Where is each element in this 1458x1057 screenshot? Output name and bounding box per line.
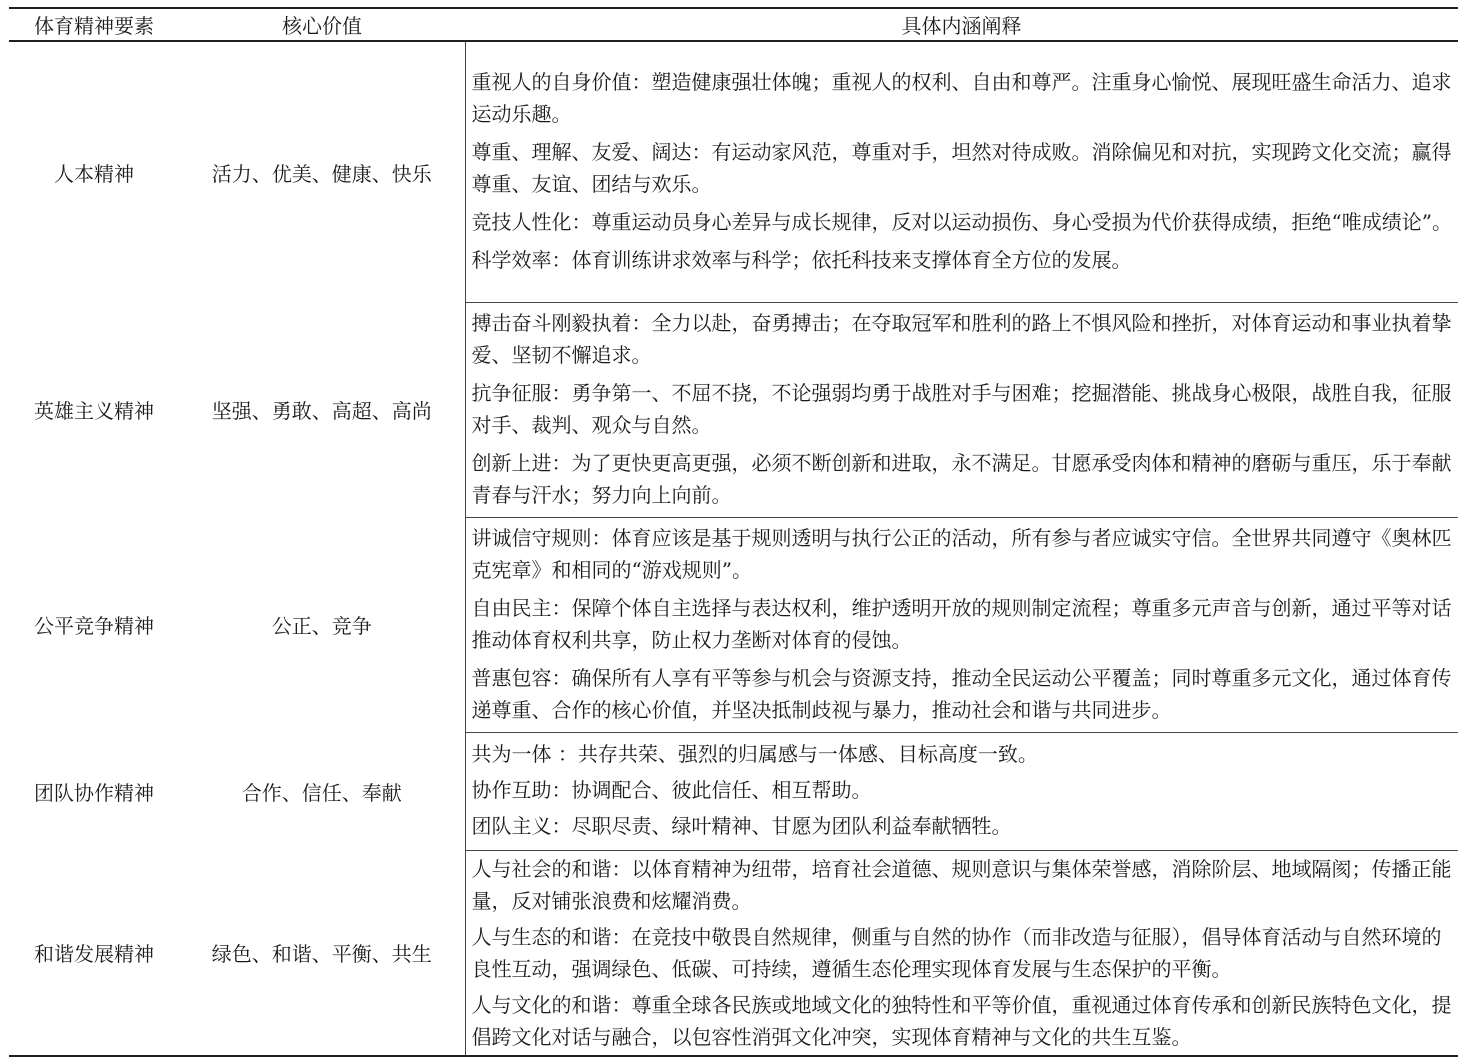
explanation-paragraph: 人与文化的和谐：尊重全球各民族或地域文化的独特性和平等价值，重视通过体育传承和创新民族特色文化，提倡跨文化对话与融合，以包容性消弭文化冲突，实现体育精神与文化的共生互鉴。 <box>471 992 1452 1049</box>
header-core-value: 核心价值 <box>179 8 465 41</box>
table-row <box>9 732 1458 850</box>
explanation-paragraph: 竞技人性化：尊重运动员身心差异与成长规律，反对以运动损伤、身心受损为代价获得成绩，拒绝“唯成绩论”。 <box>471 209 1452 234</box>
explanation-paragraph: 重视人的自身价值：塑造健康强壮体魄；重视人的权利、自由和尊严。注重身心愉悦、展现旺盛生命活力、追求运动乐趣。 <box>471 69 1452 126</box>
explanation-paragraph: 搏击奋斗刚毅执着：全力以赴，奋勇搏击；在夺取冠军和胜利的路上不惧风险和挫折，对体育运动和事业执着挚爱、坚韧不懈追求。 <box>471 310 1452 367</box>
row-explanation <box>465 517 1458 732</box>
explanation-paragraph: 共为一体 ：共存共荣、强烈的归属感与一体感、目标高度一致。 <box>471 742 1038 766</box>
row-explanation <box>465 302 1458 517</box>
explanation-paragraph: 自由民主：保障个体自主选择与表达权利，维护透明开放的规则制定流程；尊重多元声音与创新，通过平等对话推动体育权利共享，防止权力垄断对体育的侵蚀。 <box>471 595 1452 652</box>
row-explanation <box>465 850 1458 1056</box>
row-core-value: 公正、竞争 <box>271 614 372 638</box>
row-element: 英雄主义精神 <box>34 399 154 423</box>
sports-spirit-table <box>9 7 1458 1057</box>
explanation-paragraph: 人与社会的和谐：以体育精神为纽带，培育社会道德、规则意识与集体荣誉感，消除阶层、地域隔阂；传播正能量，反对铺张浪费和炫耀消费。 <box>471 856 1452 913</box>
row-explanation <box>465 41 1458 302</box>
explanation-paragraph: 普惠包容：确保所有人享有平等参与机会与资源支持，推动全民运动公平覆盖；同时尊重多元文化，通过体育传递尊重、合作的核心价值，并坚决抵制歧视与暴力，推动社会和谐与共同进步。 <box>471 665 1452 722</box>
row-core-value: 坚强、勇敢、高超、高尚 <box>211 399 432 423</box>
explanation-paragraph: 创新上进：为了更快更高更强，必须不断创新和进取，永不满足。甘愿承受肉体和精神的磨砺与重压，乐于奉献青春与汗水；努力向上向前。 <box>471 450 1452 507</box>
header-explanation: 具体内涵阐释 <box>465 8 1458 41</box>
header-element: 体育精神要素 <box>9 8 179 41</box>
table-row <box>9 850 1458 1056</box>
row-explanation <box>465 732 1458 850</box>
explanation-paragraph: 科学效率：体育训练讲求效率与科学；依托科技来支撑体育全方位的发展。 <box>471 247 1132 272</box>
row-core-value: 活力、优美、健康、快乐 <box>211 161 432 186</box>
table-row <box>9 302 1458 517</box>
explanation-paragraph: 人与生态的和谐：在竞技中敬畏自然规律，侧重与自然的协作（而非改造与征服），倡导体育活动与自然环境的良性互动，强调绿色、低碳、可持续，遵循生态伦理实现体育发展与生态保护的平衡。 <box>471 924 1442 981</box>
row-element: 和谐发展精神 <box>9 850 179 1056</box>
row-element: 团队协作精神 <box>34 780 154 805</box>
row-core-value: 绿色、和谐、平衡、共生 <box>179 850 465 1056</box>
explanation-paragraph: 协作互助：协调配合、彼此信任、相互帮助。 <box>471 778 872 802</box>
explanation-paragraph: 团队主义：尽职尽责、绿叶精神、甘愿为团队利益奉献牺牲。 <box>471 814 1012 838</box>
row-core-value: 合作、信任、奉献 <box>241 780 402 805</box>
table-row <box>9 517 1458 732</box>
row-element: 公平竞争精神 <box>34 614 154 638</box>
table-header-row <box>9 8 1458 41</box>
explanation-paragraph: 讲诚信守规则：体育应该是基于规则透明与执行公正的活动，所有参与者应诚实守信。全世界共同遵守《奥林匹克宪章》和相同的“游戏规则”。 <box>471 525 1452 582</box>
table-row <box>9 41 1458 302</box>
explanation-paragraph: 尊重、理解、友爱、阔达：有运动家风范，尊重对手，坦然对待成败。消除偏见和对抗，实现跨文化交流；赢得尊重、友谊、团结与欢乐。 <box>471 139 1452 196</box>
explanation-paragraph: 抗争征服：勇争第一、不屈不挠，不论强弱均勇于战胜对手与困难；挖掘潜能、挑战身心极限，战胜自我，征服对手、裁判、观众与自然。 <box>471 380 1452 437</box>
row-element: 人本精神 <box>54 161 134 186</box>
